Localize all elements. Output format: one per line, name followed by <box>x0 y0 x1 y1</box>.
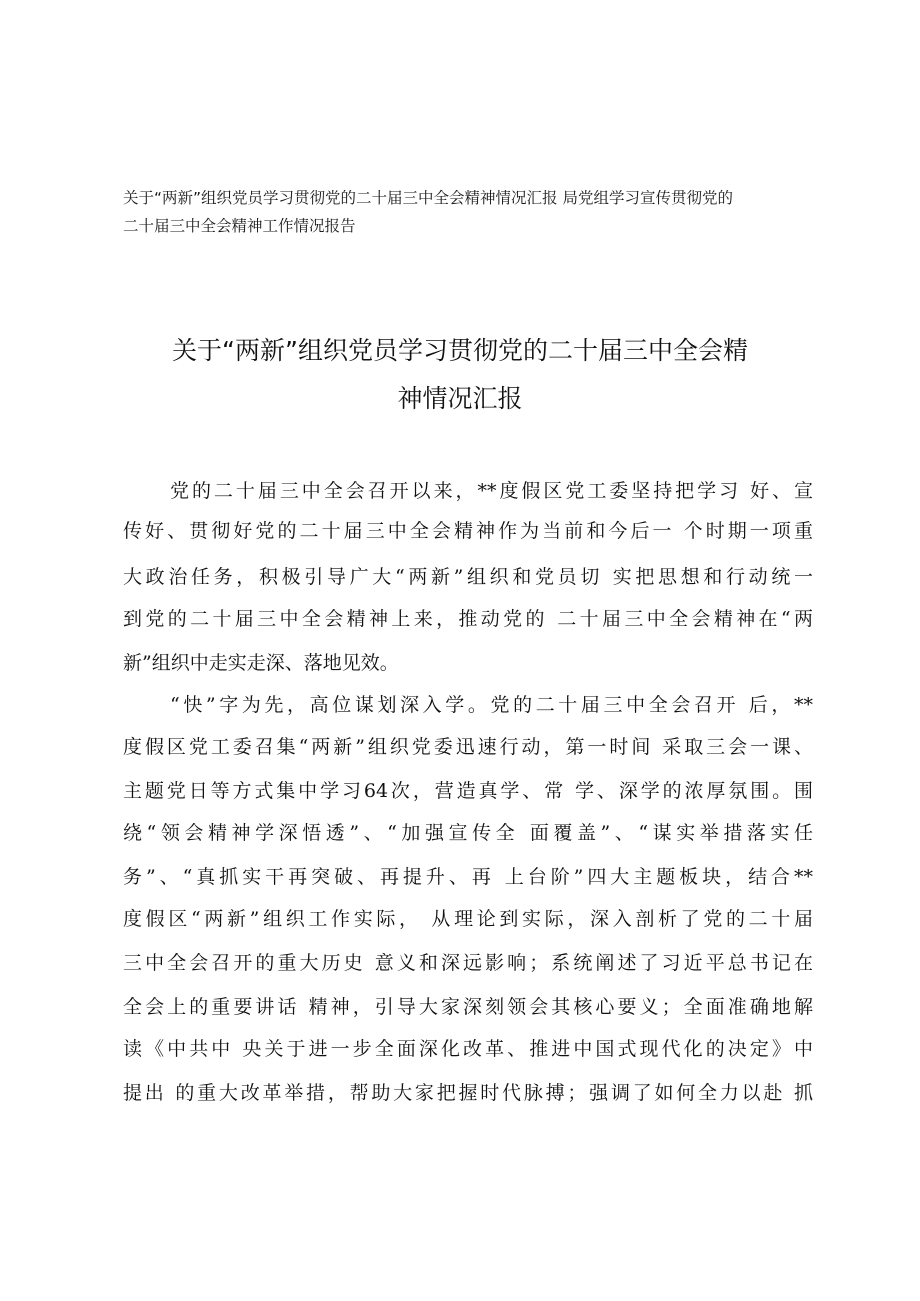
header-line-1: 关于“两新”组织党员学习贯彻党的二十届三中全会精神情况汇报 局党组学习宣传贯彻党的 <box>123 189 733 207</box>
document-title-line-1: 关于“两新”组织党员学习贯彻党的二十届三中全会精 <box>172 336 748 365</box>
paragraph-2-line-5: 务”、“真抓实干再突破、再提升、再 上台阶”四大主题板块，结合** <box>123 866 813 888</box>
header-line-2: 二十届三中全会精神工作情况报告 <box>123 217 356 235</box>
paragraph-1-line-3: 大政治任务，积极引导广大“两新”组织和党员切 实把思想和行动统一 <box>123 566 813 588</box>
paragraph-2-line-8: 全会上的重要讲话 精神，引导大家深刻领会其核心要义；全面准确地解 <box>123 996 813 1018</box>
paragraph-1-line-4: 到党的二十届三中全会精神上来，推动党的 二十届三中全会精神在“两 <box>123 608 813 630</box>
paragraph-2-line-3: 主题党日等方式集中学习64次，营造真学、常 学、深学的浓厚氛围。围 <box>123 780 813 802</box>
paragraph-1-line-5: 新”组织中走实走深、落地见效。 <box>123 652 399 674</box>
paragraph-2-line-2: 度假区党工委召集“两新”组织党委迅速行动，第一时间 采取三会一课、 <box>123 736 813 758</box>
document-title-line-2: 神情况汇报 <box>397 384 523 413</box>
paragraph-2-line-1: “快”字为先，高位谋划深入学。党的二十届三中全会召开 后，** <box>170 694 813 716</box>
paragraph-2-line-7: 三中全会召开的重大历史 意义和深远影响；系统阐述了习近平总书记在 <box>123 952 813 974</box>
paragraph-2-line-10: 提出 的重大改革举措，帮助大家把握时代脉搏；强调了如何全力以赴 抓 <box>123 1082 813 1104</box>
paragraph-2-line-6: 度假区“两新”组织工作实际， 从理论到实际，深入剖析了党的二十届 <box>123 908 813 930</box>
paragraph-2-line-4: 绕“领会精神学深悟透”、“加强宣传全 面覆盖”、“谋实举措落实任 <box>123 822 813 844</box>
paragraph-1-line-2: 传好、贯彻好党的二十届三中全会精神作为当前和今后一 个时期一项重 <box>123 520 813 542</box>
paragraph-1-line-1: 党的二十届三中全会召开以来，**度假区党工委坚持把学习 好、宣 <box>170 480 813 502</box>
paragraph-2-line-9: 读《中共中 央关于进一步全面深化改革、推进中国式现代化的决定》中 <box>123 1038 813 1060</box>
